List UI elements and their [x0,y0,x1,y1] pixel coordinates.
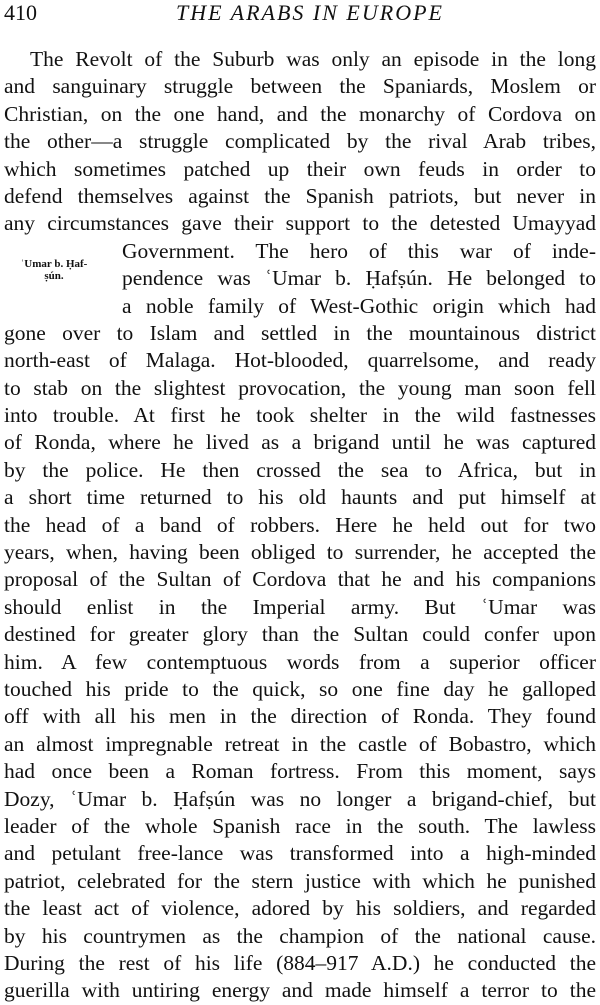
text-line: north-east of Malaga. Hot-blooded, quarrelsome, and ready [4,348,596,373]
text-line: a short time returned to his old haunts and put himself at [4,485,596,510]
text-line: Dozy, ʿUmar b. Ḥafṣún was no longer a brigand-chief, but [4,786,596,811]
text-line: a noble family of West-Gothic origin which had [122,293,596,318]
text-line: pendence was ʿUmar b. Ḥafṣún. He belonged to [122,266,596,291]
text-line: proposal of the Sultan of Cordova that he and his companions [4,567,596,592]
text-line: gone over to Islam and settled in the mountainous district [4,320,596,345]
text-line: into trouble. At first he took shelter in the wild fastnesses [4,403,596,428]
text-line: of Ronda, where he lived as a brigand until he was captured [4,430,596,455]
text-line: any circumstances gave their support to the detested Umayyad [4,211,596,236]
text-line: Government. The hero of this war of inde- [122,238,596,263]
text-line: by his countrymen as the champion of the national cause. [4,923,596,948]
text-line: Christian, on the one hand, and the monarchy of Cordova on [4,101,596,126]
text-line: the least act of violence, adored by his soldiers, and regarded [4,896,596,921]
text-line: had once been a Roman fortress. From this moment, says [4,759,596,784]
margin-note-line: ṣún. [44,270,64,282]
text-line: The Revolt of the Suburb was only an episode in the long [30,47,596,71]
text-line: destined for greater glory than the Sultan could confer upon [4,622,596,647]
page-header [4,0,596,28]
text-line: which sometimes patched up their own feuds in order to [4,156,596,181]
text-line: and sanguinary struggle between the Spaniards, Moslem or [4,74,596,99]
page-number: 410 [4,0,37,25]
running-title: THE ARABS IN EUROPE [176,0,444,25]
text-line: to stab on the slightest provocation, the young man soon fell [4,375,596,400]
text-line: defend themselves against the Spanish patriots, but never in [4,183,596,208]
text-line: patriot, celebrated for the stern justice with which he punished [4,868,596,893]
body-paragraph [4,46,596,1005]
text-line: by the police. He then crossed the sea to Africa, but in [4,457,596,482]
text-line: leader of the whole Spanish race in the south. The lawless [4,813,596,838]
text-line: an almost impregnable retreat in the castle of Bobastro, which [4,731,596,756]
text-line: touched his pride to the quick, so one fine day he galloped [4,676,596,701]
text-line: the other—a struggle complicated by the rival Arab tribes, [4,129,596,154]
text-line: years, when, having been obliged to surrender, he accepted the [4,540,596,565]
text-line: and petulant free-lance was transformed into a high-minded [4,841,596,866]
text-line: him. A few contemptuous words from a superior officer [4,649,596,674]
text-line: off with all his men in the direction of Ronda. They found [4,704,596,729]
text-line: should enlist in the Imperial army. But ʿUmar was [4,594,596,619]
text-line: guerilla with untiring energy and made himself a terror to the [4,978,596,1003]
text-line: the head of a band of robbers. Here he held out for two [4,512,596,537]
text-line: During the rest of his life (884–917 A.D.) he conducted the [4,950,596,975]
margin-note-line: ʿUmar b. Ḥaf- [20,258,88,270]
